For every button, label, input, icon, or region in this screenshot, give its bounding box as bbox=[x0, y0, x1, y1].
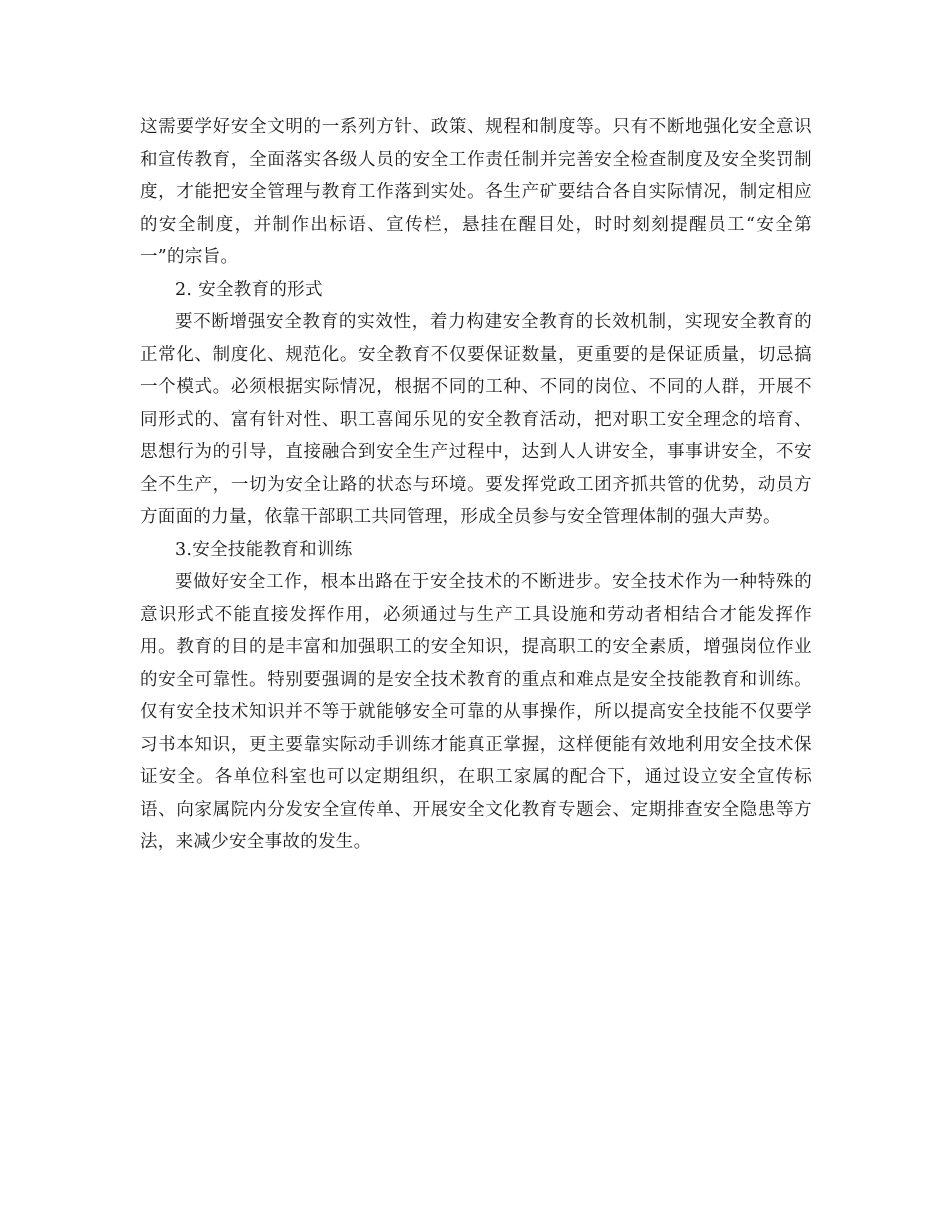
section-heading-3: 3.安全技能教育和训练 bbox=[175, 539, 353, 560]
section-heading-2: 2. 安全教育的形式 bbox=[175, 279, 323, 300]
paragraph-education-forms: 要不断增强安全教育的实效性，着力构建安全教育的长效机制，实现安全教育的正常化、制度化、规范化。安全教育不仅要保证数量，更重要的是保证质量，切忌搞一个模式。必须根据实际情况，根据不同的工种、不同的岗位、不同的人群，开展不同形式的、富有针对性、职工喜闻乐见的安全教育活动，把对职工安全理念的培育、思想行为的引导，直接融合到安全生产过程中，达到人人讲安全，事事讲安全，不安全不生产，一切为安全让路的状态与环境。要发挥党政工团齐抓共管的优势，动员方方面面的力量，依靠干部职工共同管理，形成全员参与安全管理体制的强大声势。 bbox=[140, 312, 812, 527]
paragraph-skills-training: 要做好安全工作，根本出路在于安全技术的不断进步。安全技术作为一种特殊的意识形式不能直接发挥作用，必须通过与生产工具设施和劳动者相结合才能发挥作用。教育的目的是丰富和加强职工的安全知识，提高职工的安全素质，增强岗位作业的安全可靠性。特别要强调的是安全技术教育的重点和难点是安全技能教育和训练。仅有安全技术知识并不等于就能够安全可靠的从事操作，所以提高安全技能不仅要学习书本知识，更主要靠实际动手训练才能真正掌握，这样便能有效地利用安全技术保证安全。各单位科室也可以定期组织，在职工家属的配合下，通过设立安全宣传标语、向家属院内分发安全宣传单、开展安全文化教育专题会、定期排查安全隐患等方法，来减少安全事故的发生。 bbox=[140, 572, 812, 852]
document-body bbox=[140, 111, 812, 859]
paragraph-continuation: 这需要学好安全文明的一系列方针、政策、规程和制度等。只有不断地强化安全意识和宣传教育，全面落实各级人员的安全工作责任制并完善安全检查制度及安全奖罚制度，才能把安全管理与教育工作落到实处。各生产矿要结合各自实际情况，制定相应的安全制度，并制作出标语、宣传栏，悬挂在醒目处，时时刻刻提醒员工“安全第一”的宗旨。 bbox=[140, 117, 812, 267]
